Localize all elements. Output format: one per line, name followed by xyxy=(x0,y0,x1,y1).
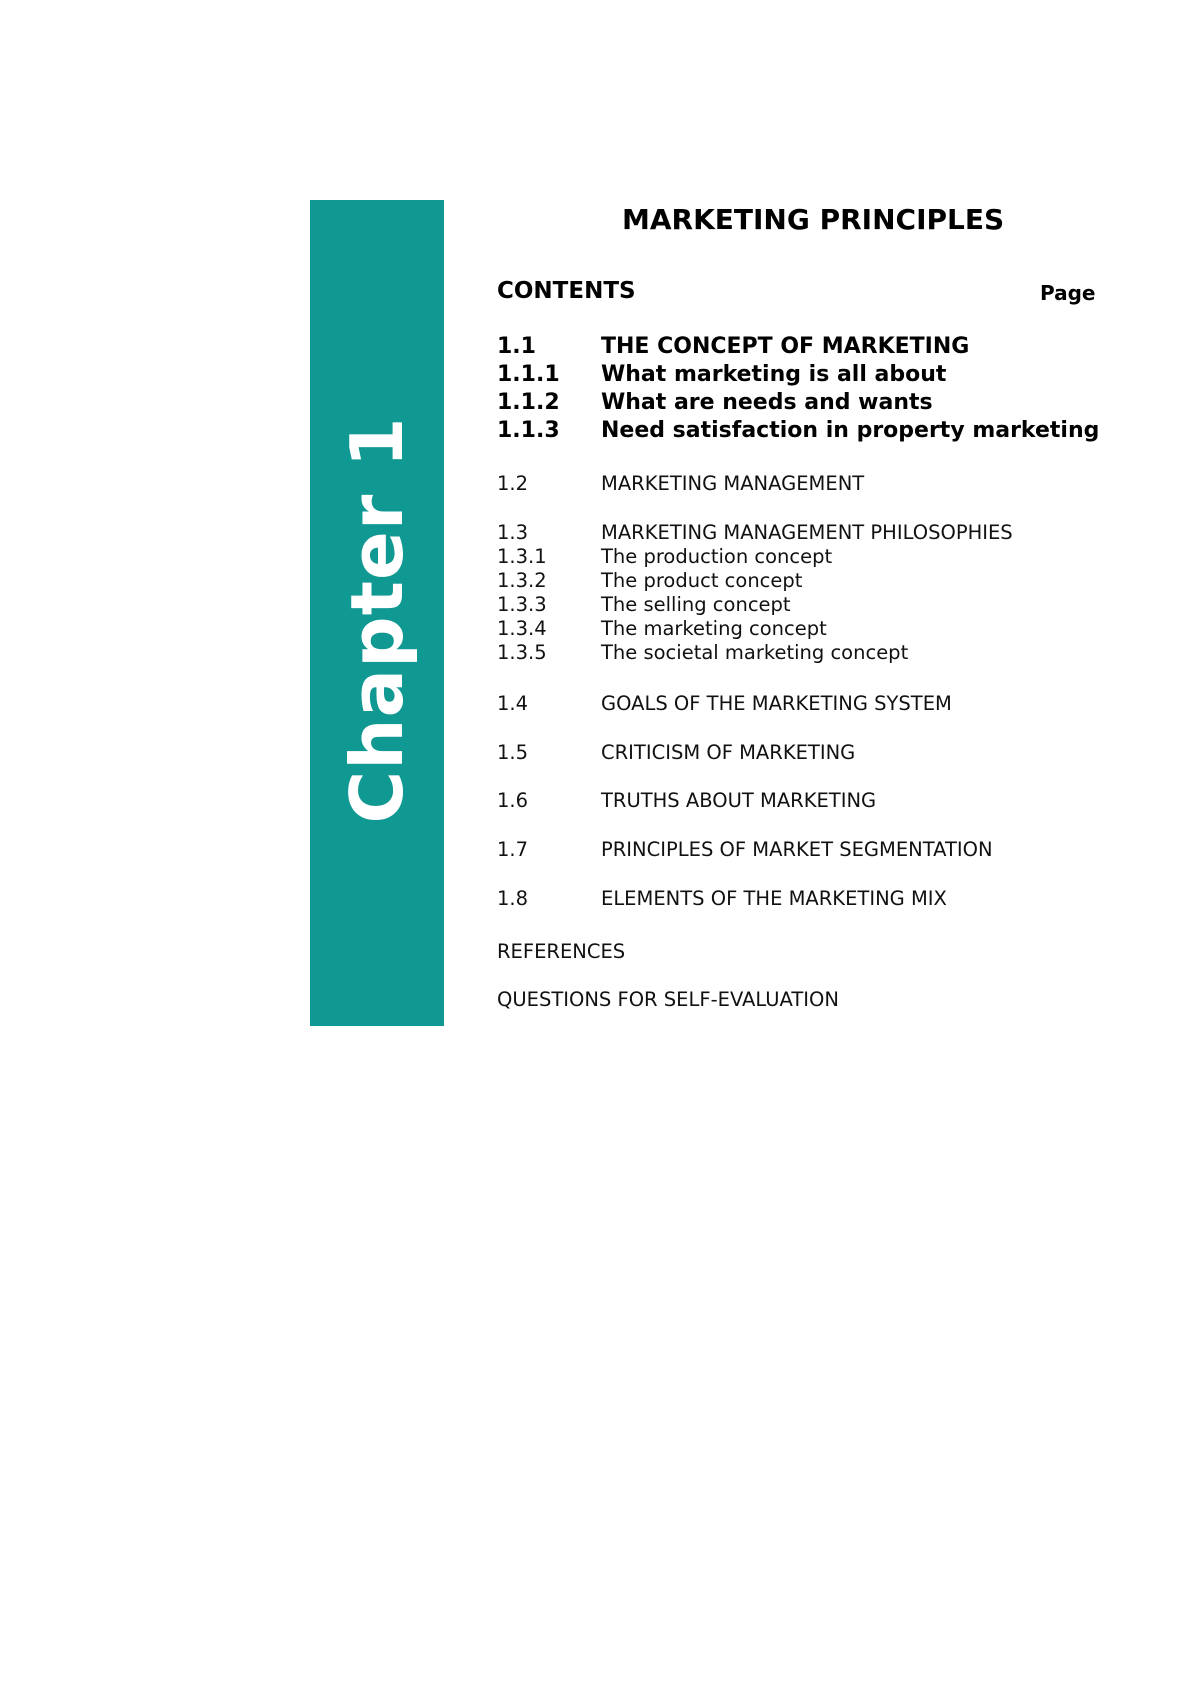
toc-entry-title: What are needs and wants xyxy=(601,390,933,415)
toc-entry-title: MARKETING MANAGEMENT PHILOSOPHIES xyxy=(601,521,1013,544)
toc-entry-title: ELEMENTS OF THE MARKETING MIX xyxy=(601,887,947,910)
toc-entry-title: What marketing is all about xyxy=(601,362,947,387)
toc-entry-number: 1.8 xyxy=(497,887,529,910)
toc-entry-number: 1.6 xyxy=(497,789,529,812)
toc-entry-title: TRUTHS ABOUT MARKETING xyxy=(601,789,877,812)
toc-entry-number: 1.3.5 xyxy=(497,641,547,664)
toc-entry-title: Need satisfaction in property marketing xyxy=(601,418,1100,443)
document-title: MARKETING PRINCIPLES xyxy=(622,203,1005,236)
toc-entry-title: The marketing concept xyxy=(601,617,827,640)
toc-entry-number: 1.3.1 xyxy=(497,545,547,568)
toc-entry-number: 1.3.3 xyxy=(497,593,547,616)
toc-entry-title: MARKETING MANAGEMENT xyxy=(601,472,865,495)
chapter-band xyxy=(310,200,444,1026)
chapter-label: Chapter 1 xyxy=(335,416,419,824)
page-column-heading: Page xyxy=(1040,281,1096,305)
toc-entry-title: The societal marketing concept xyxy=(601,641,909,664)
toc-entry-number: 1.1 xyxy=(497,334,536,359)
references-entry: REFERENCES xyxy=(497,940,626,963)
toc-entry-title: PRINCIPLES OF MARKET SEGMENTATION xyxy=(601,838,993,861)
toc-entry-title: The production concept xyxy=(601,545,833,568)
toc-entry-title: The selling concept xyxy=(601,593,791,616)
toc-entry-number: 1.5 xyxy=(497,741,529,764)
toc-entry-number: 1.3 xyxy=(497,521,529,544)
toc-entry-title: The product concept xyxy=(601,569,803,592)
toc-entry-number: 1.7 xyxy=(497,838,529,861)
toc-entry-title: GOALS OF THE MARKETING SYSTEM xyxy=(601,692,952,715)
toc-entry-number: 1.2 xyxy=(497,472,529,495)
toc-entry-title: CRITICISM OF MARKETING xyxy=(601,741,856,764)
toc-entry-number: 1.4 xyxy=(497,692,529,715)
toc-entry-number: 1.3.2 xyxy=(497,569,547,592)
contents-heading: CONTENTS xyxy=(497,278,636,304)
toc-entry-title: THE CONCEPT OF MARKETING xyxy=(601,334,970,359)
self-evaluation-entry: QUESTIONS FOR SELF-EVALUATION xyxy=(497,988,839,1011)
toc-entry-number: 1.1.2 xyxy=(497,390,560,415)
toc-entry-number: 1.1.3 xyxy=(497,418,560,443)
toc-entry-number: 1.3.4 xyxy=(497,617,547,640)
toc-entry-number: 1.1.1 xyxy=(497,362,560,387)
